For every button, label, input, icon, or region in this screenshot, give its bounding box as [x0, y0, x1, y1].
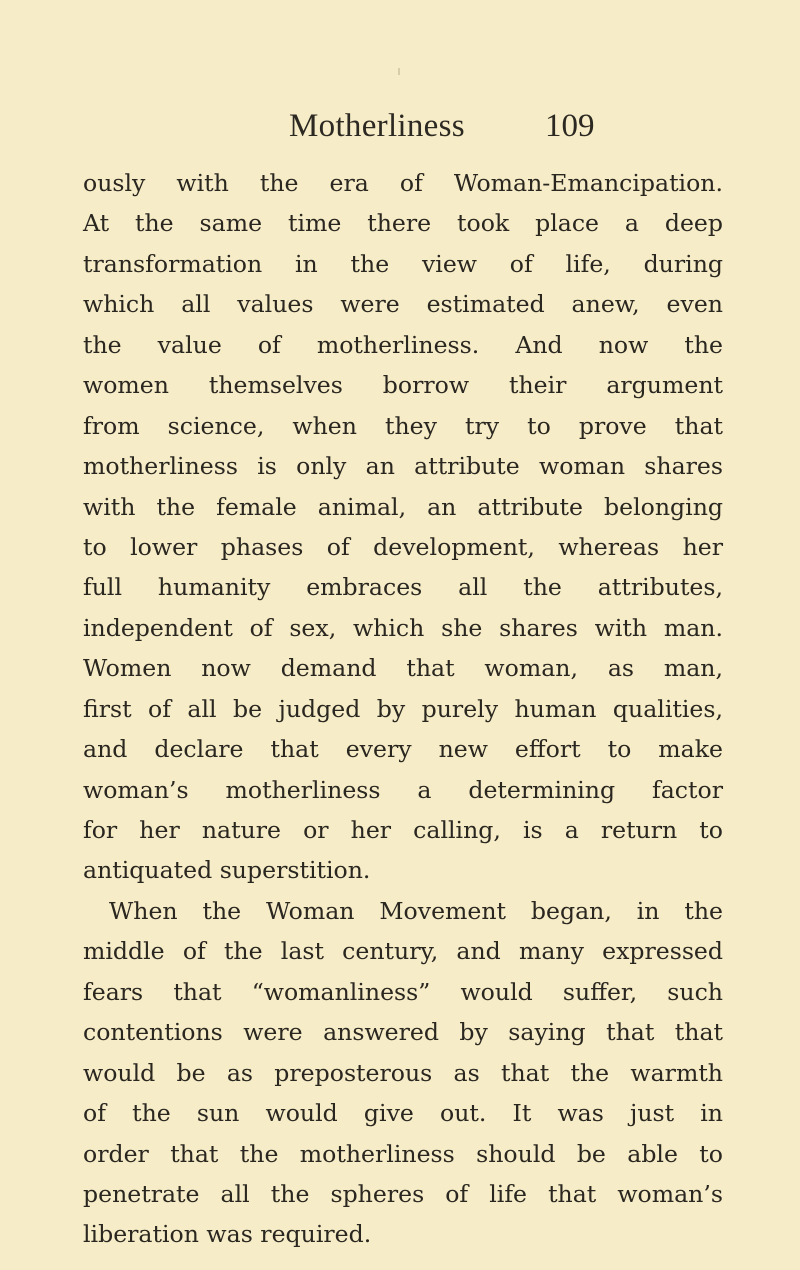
- text-line: women themselves borrow their argument: [83, 371, 723, 400]
- text-line: of the sun would give out. It was just in: [83, 1099, 723, 1128]
- text-line: woman’s motherliness a determining factor: [83, 775, 723, 804]
- text-line: At the same time there took place a deep: [83, 209, 723, 238]
- running-head: [0, 104, 800, 148]
- text-line: penetrate all the spheres of life that woman’s: [83, 1179, 723, 1208]
- text-line: motherliness is only an attribute woman shares: [83, 452, 723, 481]
- text-line: Women now demand that woman, as man,: [83, 654, 723, 683]
- text-line: would be as preposterous as that the warmth: [83, 1058, 723, 1087]
- text-line: ously with the era of Woman-Emancipation.: [83, 169, 723, 197]
- text-line: from science, when they try to prove that: [83, 411, 723, 440]
- text-line: fears that “womanliness” would suffer, such: [83, 977, 723, 1006]
- text-line: order that the motherliness should be able to: [83, 1139, 723, 1168]
- text-line: contentions were answered by saying that that: [83, 1018, 723, 1047]
- page-number: 109: [545, 108, 595, 144]
- text-line: the value of motherliness. And now the: [83, 330, 723, 359]
- text-line: which all values were estimated anew, even: [83, 290, 723, 319]
- body-text: [83, 163, 723, 1255]
- text-line: full humanity embraces all the attributes,: [83, 573, 723, 602]
- text-line: middle of the last century, and many expressed: [83, 937, 723, 966]
- text-line: first of all be judged by purely human qualities,: [83, 694, 723, 723]
- text-line: to lower phases of development, whereas her: [83, 532, 723, 561]
- paragraph-end-line: liberation was required.: [83, 1220, 372, 1249]
- running-title: Motherliness: [289, 108, 465, 144]
- text-line: for her nature or her calling, is a return to: [83, 816, 723, 844]
- paragraph-start-line: When the Woman Movement began, in the: [109, 896, 723, 925]
- paragraph-end-line: antiquated superstition.: [83, 856, 371, 885]
- text-line: and declare that every new effort to make: [83, 735, 723, 764]
- print-speck: [398, 68, 400, 75]
- text-line: independent of sex, which she shares with man.: [83, 613, 723, 642]
- text-line: transformation in the view of life, during: [83, 249, 723, 278]
- text-line: with the female animal, an attribute belonging: [83, 492, 723, 521]
